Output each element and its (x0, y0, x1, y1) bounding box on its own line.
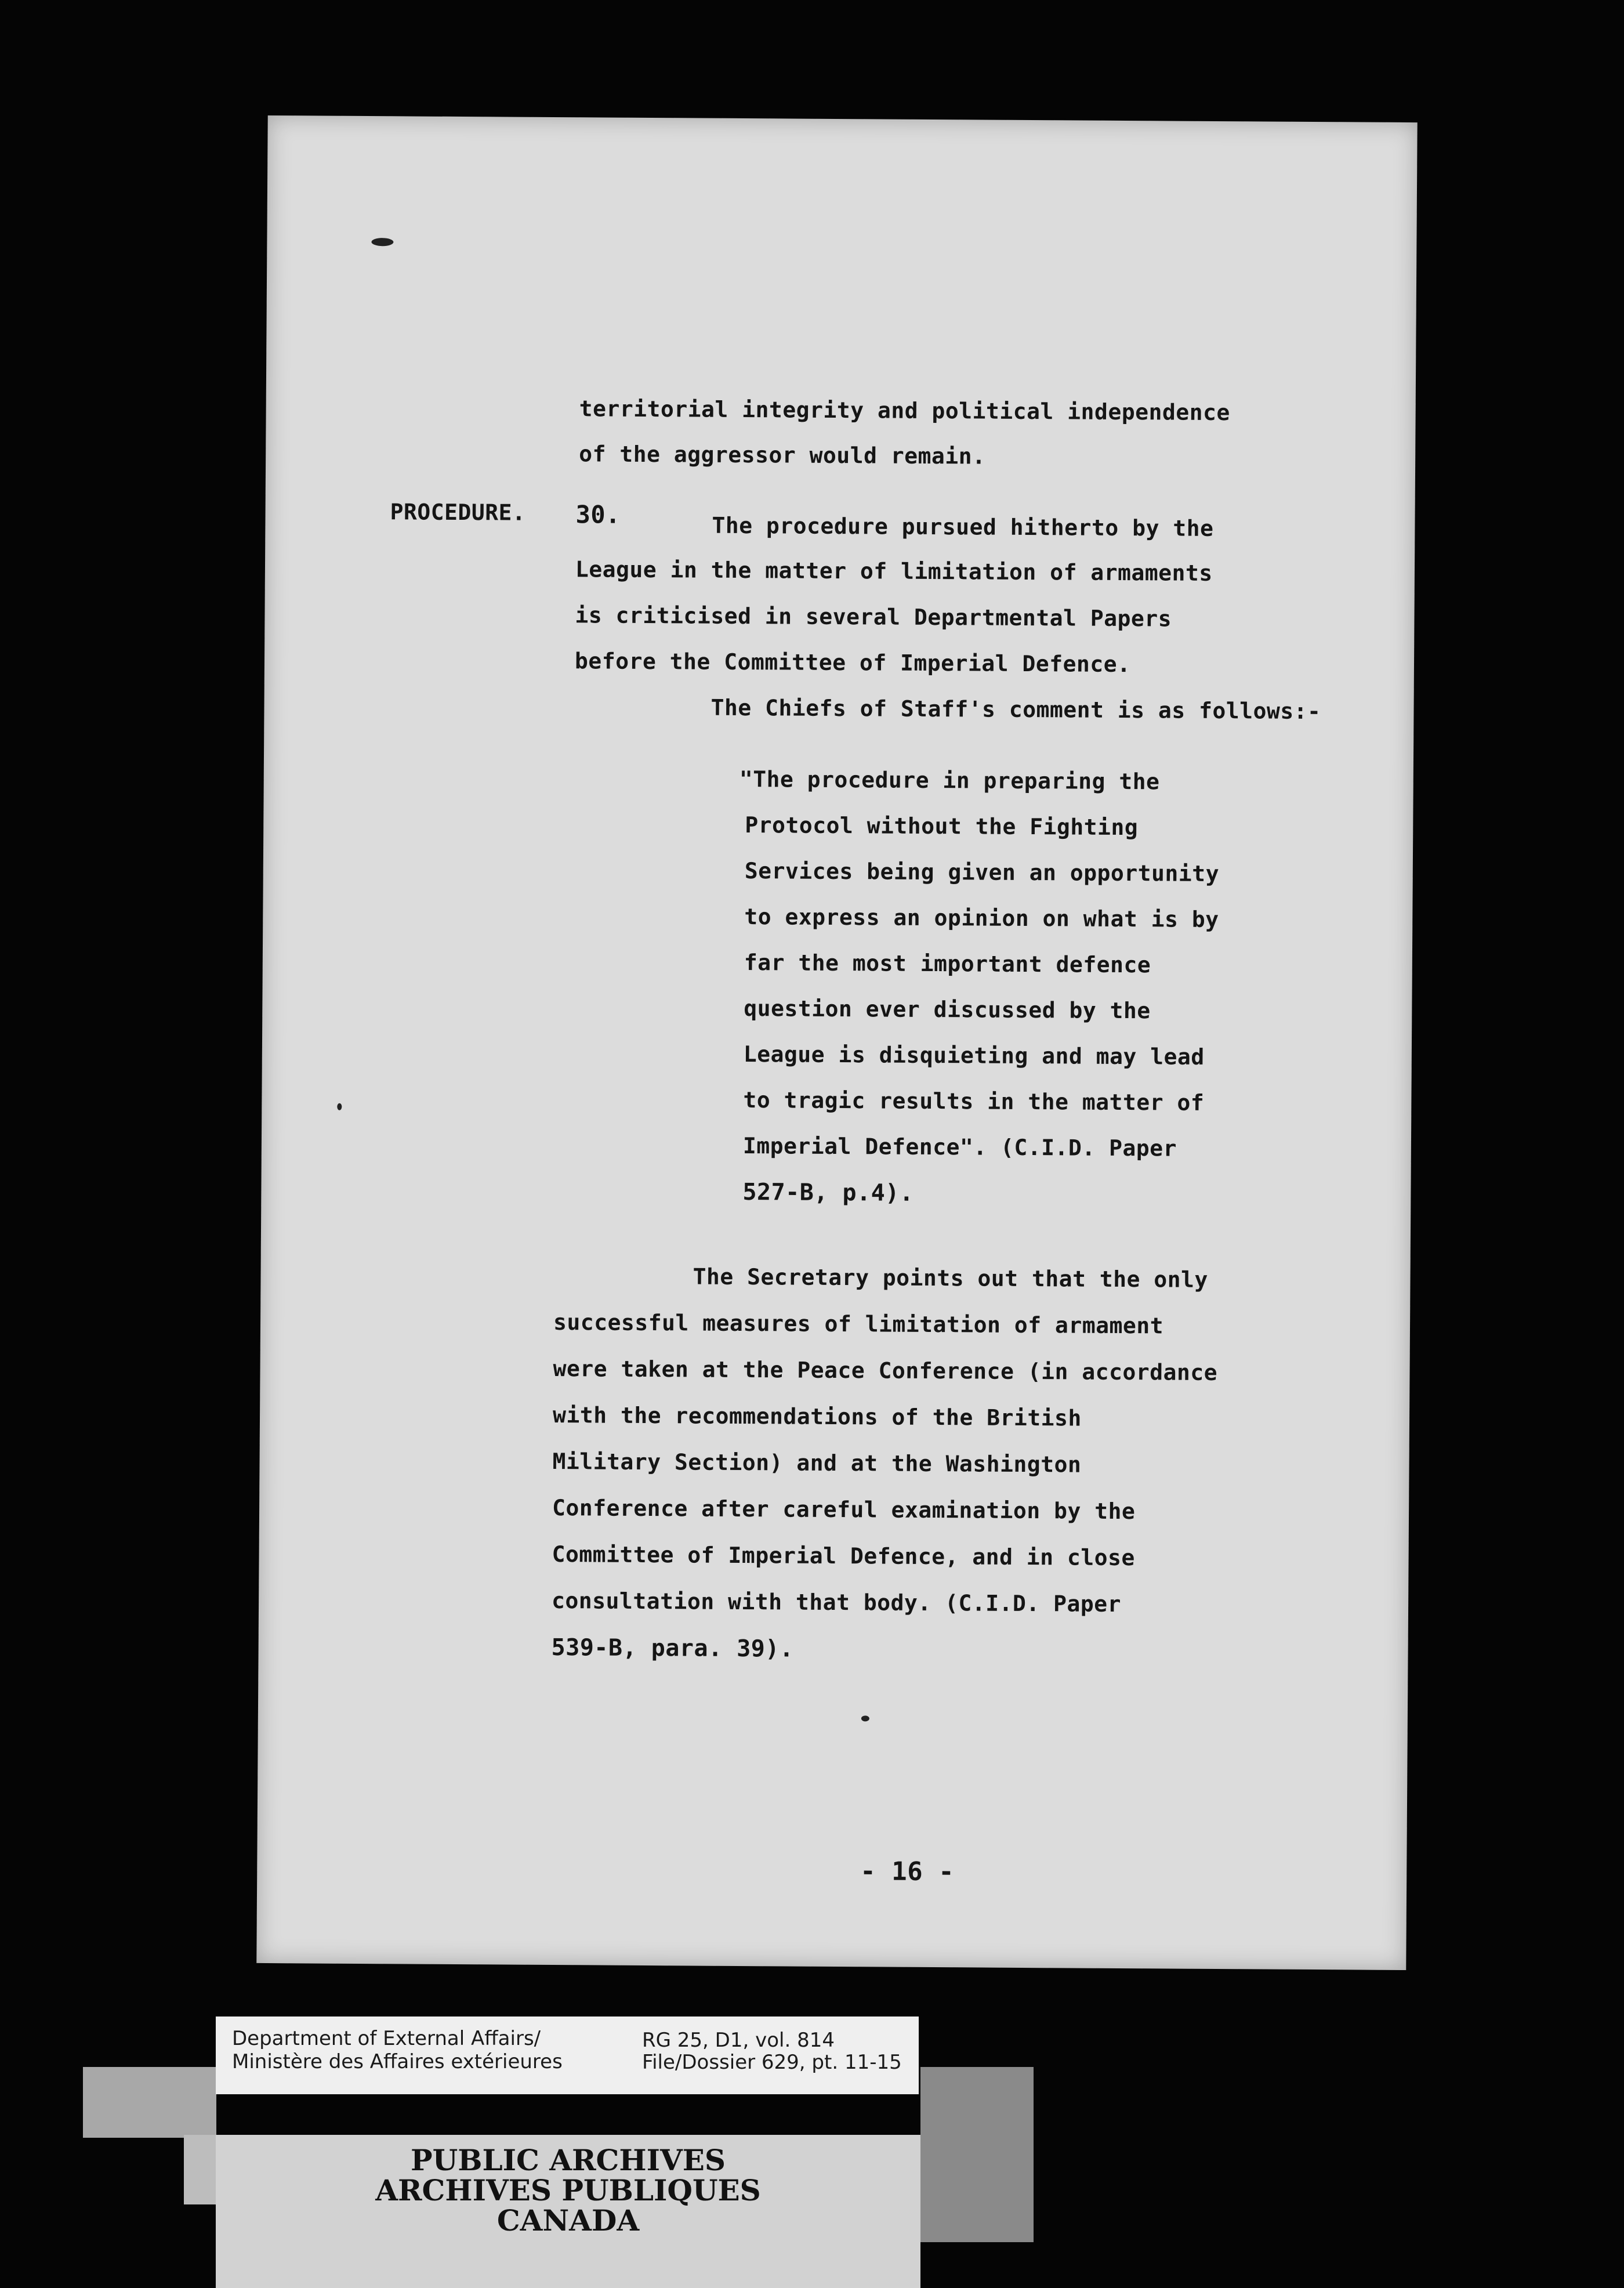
paragraph-line: Committee of Imperial Defence, and in close (552, 1541, 1135, 1571)
paragraph-line: consultation with that body. (C.I.D. Paper (551, 1588, 1122, 1617)
section-number: 30. (575, 500, 621, 529)
quote-line: to tragic results in the matter of (743, 1087, 1205, 1116)
paragraph-line: successful measures of limitation of armament (553, 1309, 1164, 1339)
department-name-fr: Ministère des Affaires extérieures (232, 2050, 563, 2073)
archive-stamp-tab (184, 2135, 217, 2204)
archive-label (216, 2017, 919, 2094)
quote-line: to express an opinion on what is by (744, 904, 1219, 933)
quote-line: "The procedure in preparing the (739, 766, 1160, 795)
quote-line: Services being given an opportunity (744, 858, 1220, 887)
archive-tab-right (920, 2067, 1034, 2242)
paragraph-line: with the recommendations of the British (552, 1402, 1082, 1431)
paragraph-line: territorial integrity and political independence (579, 396, 1230, 426)
archive-tab-left (83, 2067, 216, 2138)
paragraph-line: League in the matter of limitation of armaments (575, 556, 1213, 586)
stamp-line: CANADA (496, 2203, 640, 2238)
ink-speck (861, 1715, 869, 1721)
paragraph-line: The procedure pursued hitherto by the (712, 512, 1214, 541)
paragraph-line: before the Committee of Imperial Defence. (574, 648, 1131, 678)
paragraph-line: Conference after careful examination by the (552, 1495, 1136, 1525)
department-label (232, 2027, 563, 2073)
record-group: RG 25, D1, vol. 814 (642, 2029, 835, 2052)
document-page (256, 115, 1417, 1970)
paragraph-line: The Secretary points out that the only (693, 1264, 1209, 1293)
stamp-line: PUBLIC ARCHIVES (411, 2143, 726, 2177)
paragraph-line: were taken at the Peace Conference (in accordance (553, 1356, 1218, 1386)
ink-speck (337, 1103, 342, 1110)
paragraph-line: 539-B, para. 39). (551, 1634, 794, 1663)
quote-line: question ever discussed by the (744, 995, 1151, 1024)
department-name-en: Department of External Affairs/ (232, 2027, 541, 2050)
margin-heading: PROCEDURE. (390, 499, 526, 526)
paragraph-line: Military Section) and at the Washington (552, 1449, 1082, 1478)
archive-stamp (216, 2135, 920, 2288)
paragraph-line: is criticised in several Departmental Papers (575, 602, 1172, 632)
paragraph-line: of the aggressor would remain. (579, 441, 986, 469)
quote-line: Imperial Defence". (C.I.D. Paper (742, 1133, 1177, 1161)
paragraph-line: The Chiefs of Staff's comment is as follows:- (710, 694, 1321, 725)
quote-line: League is disquieting and may lead (743, 1041, 1205, 1070)
ink-speck (371, 238, 393, 246)
reference-label (642, 2029, 902, 2073)
file-dossier: File/Dossier 629, pt. 11-15 (642, 2051, 902, 2074)
quote-line: far the most important defence (744, 950, 1151, 978)
page-number: - 16 - (860, 1856, 955, 1887)
quote-line: 527-B, p.4). (742, 1179, 914, 1207)
quote-line: Protocol without the Fighting (745, 812, 1139, 841)
stamp-line: ARCHIVES PUBLIQUES (375, 2173, 761, 2207)
